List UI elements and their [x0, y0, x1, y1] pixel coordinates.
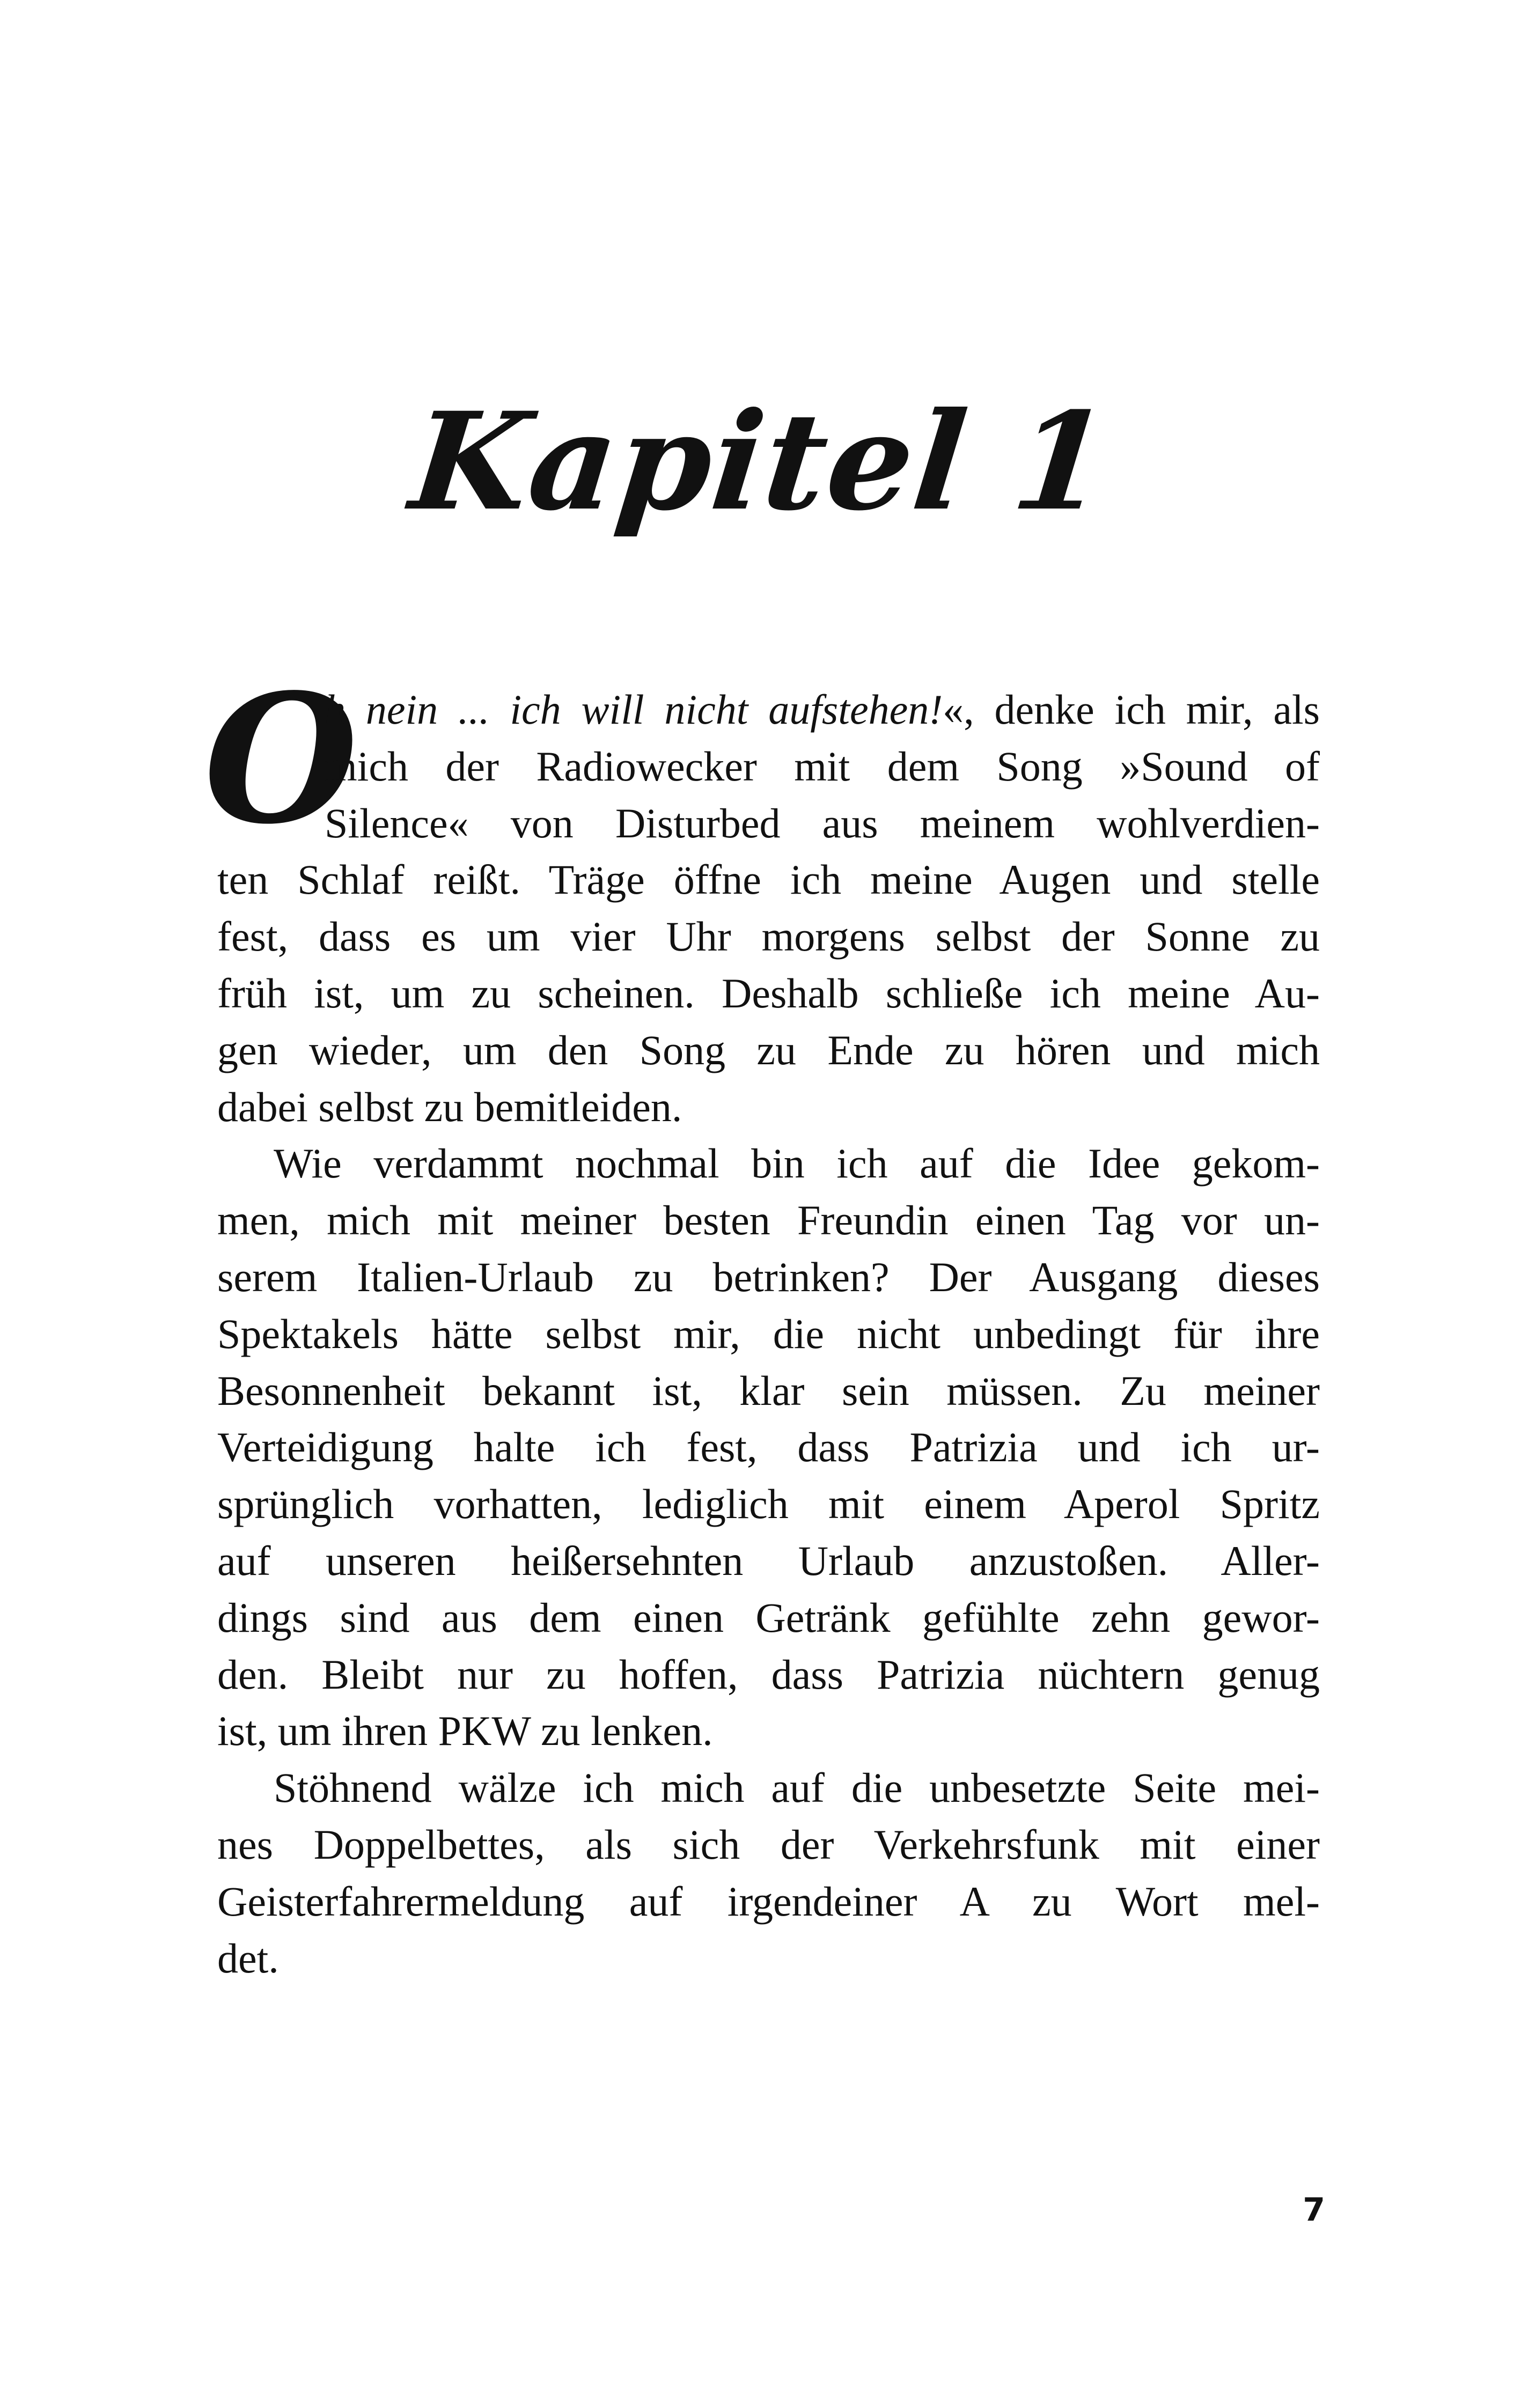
text-line: men, mich mit meiner besten Freundin einen Tag vor un- — [217, 1197, 1320, 1244]
paragraph-2 — [217, 1135, 1320, 1759]
text-line: dabei selbst zu bemitleiden. — [217, 1083, 682, 1130]
text-line: Geisterfahrermeldung auf irgendeiner A zu Wort mel- — [217, 1877, 1320, 1925]
text-line: Verteidigung halte ich fest, dass Patrizia und ich ur- — [217, 1424, 1320, 1471]
text-line: fest, dass es um vier Uhr morgens selbst der Sonne zu — [217, 913, 1320, 960]
text-line: serem Italien-Urlaub zu betrinken? Der Ausgang dieses — [217, 1253, 1320, 1300]
text-line: nes Doppelbettes, als sich der Verkehrsfunk mit einer — [217, 1821, 1320, 1868]
text-line: Silence« von Disturbed aus meinem wohlverdien- — [325, 799, 1320, 846]
text-line: ten Schlaf reißt. Träge öffne ich meine Augen und stelle — [217, 856, 1320, 903]
paragraph-1 — [217, 681, 1320, 1135]
text-line: Spektakels hätte selbst mir, die nicht unbedingt für ihre — [217, 1310, 1320, 1357]
text-line: Wie verdammt nochmal bin ich auf die Idee gekom- — [274, 1140, 1320, 1187]
drop-cap-initial: O — [204, 655, 358, 863]
text-line: Besonnenheit bekannt ist, klar sein müssen. Zu meiner — [217, 1367, 1320, 1414]
text-line: Stöhnend wälze ich mich auf die unbesetzte Seite mei- — [274, 1764, 1320, 1811]
text-line: auf unseren heißersehnten Urlaub anzustoßen. Aller- — [217, 1537, 1320, 1584]
body-text — [217, 681, 1320, 1986]
line-text: «, denke ich mir, als — [943, 686, 1320, 733]
italic-quote: h nein ... ich will nicht aufstehen! — [325, 686, 943, 733]
chapter-title: Kapitel 1 — [404, 382, 1117, 540]
text-line: mich der Radiowecker mit dem Song »Sound of — [325, 742, 1320, 790]
text-line: gen wieder, um den Song zu Ende zu hören und mich — [217, 1026, 1320, 1073]
text-line — [325, 681, 1320, 738]
text-line: sprünglich vorhatten, lediglich mit einem Aperol Spritz — [217, 1481, 1320, 1528]
page-number: 7 — [1303, 2191, 1325, 2229]
text-line: ist, um ihren PKW zu lenken. — [217, 1707, 713, 1755]
text-line: dings sind aus dem einen Getränk gefühlte zehn gewor- — [217, 1594, 1320, 1641]
text-line: det. — [217, 1934, 279, 1982]
text-line: früh ist, um zu scheinen. Deshalb schließe ich meine Au- — [217, 969, 1320, 1017]
paragraph-3 — [217, 1759, 1320, 1986]
text-line: den. Bleibt nur zu hoffen, dass Patrizia nüchtern genug — [217, 1651, 1320, 1698]
